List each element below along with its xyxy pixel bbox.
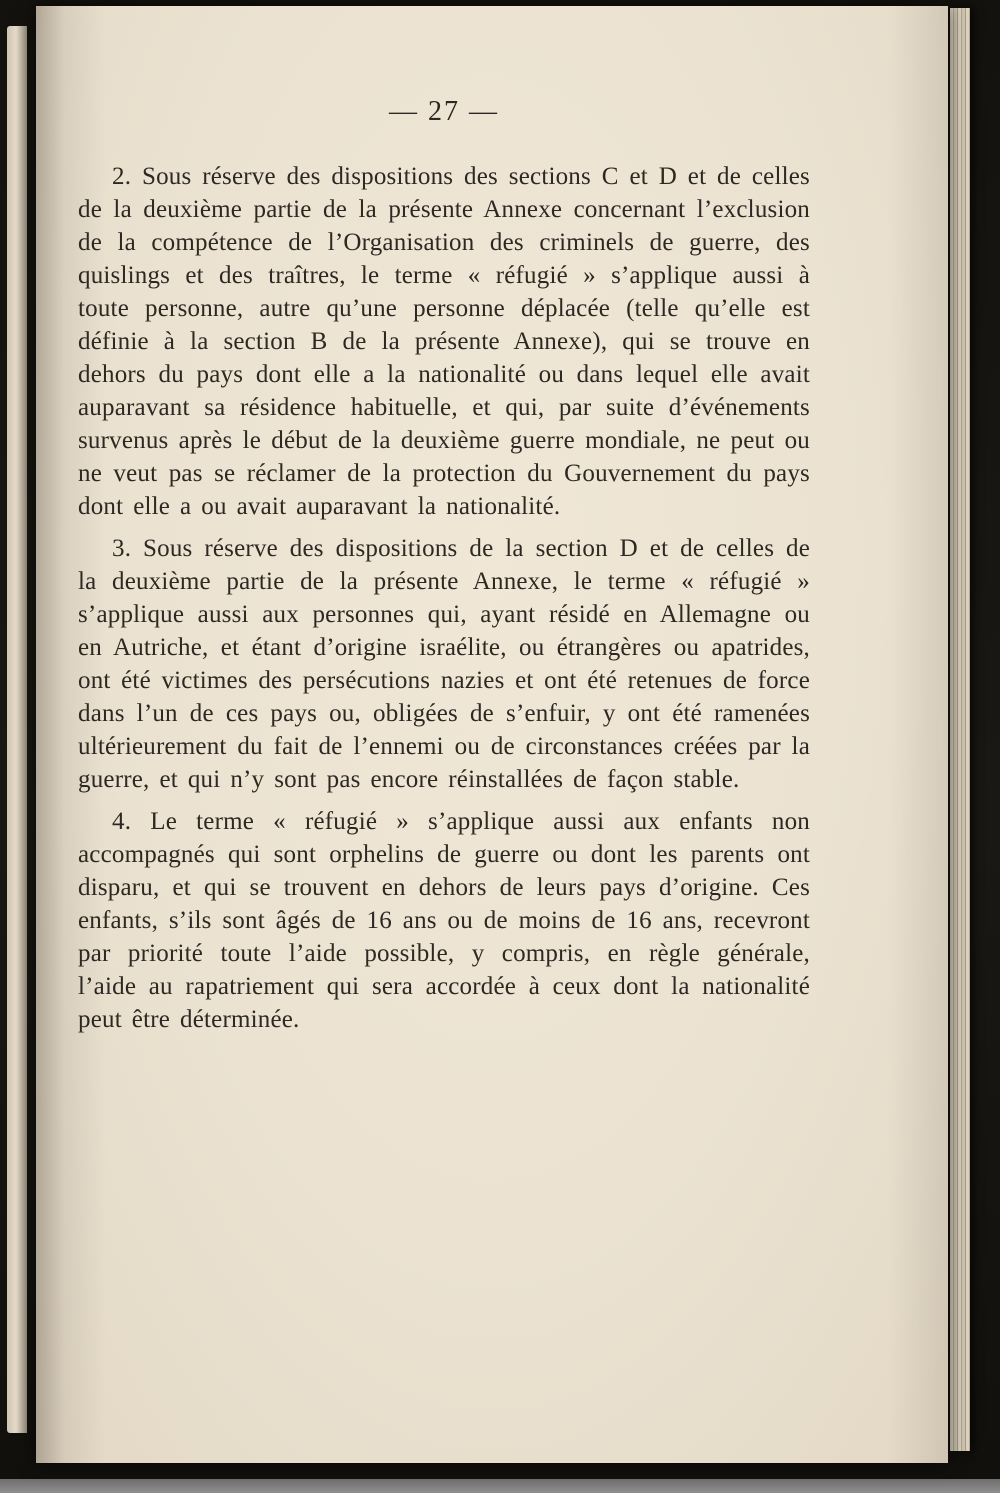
page-number: — 27 — [389, 96, 499, 127]
scan-background-strip [0, 1479, 1000, 1493]
previous-page-edge [7, 26, 27, 1433]
paragraph-4: 4. Le terme « réfugié » s’applique aussi aux enfants non accompagnés qui sont orphelins de guerre ou dont les parents ont disparu, et qui se trouvent en dehors de leurs pays d’origine. Ces enfants, s’ils sont âgés de 16 ans ou de moins de 16 ans, recevront par priorité toute l’aide possible, y compris, en règle générale, l’aide au rapatriement qui sera accordée à ceux dont la nationalité peut être déterminée. [78, 808, 810, 1033]
paragraph-2: 2. Sous réserve des dispositions des sections C et D et de celles de la deuxième partie de la présente Annexe concernant l’exclusion de la compétence de l’Organisation des criminels de guerre, des quislings et des traîtres, le terme « réfugié » s’applique aussi à toute personne, autre qu’une personne déplacée (telle qu’elle est définie à la section B de la présente Annexe), qui se trouve en dehors du pays dont elle a la nationalité ou dans lequel elle avait auparavant sa résidence habituelle, et qui, par suite d’événements survenus après le début de la deuxième guerre mondiale, ne peut ou ne veut pas se réclamer de la protection du Gouvernement du pays dont elle a ou avait auparavant la nationalité. [78, 163, 810, 520]
document-page [36, 6, 948, 1463]
paragraph-3: 3. Sous réserve des dispositions de la section D et de celles de la deuxième partie de la présente Annexe, le terme « réfugié » s’applique aussi aux personnes qui, ayant résidé en Allemagne ou en Autriche, et étant d’origine israélite, ou étrangères ou apatrides, ont été victimes des persécutions nazies et ont été retenues de force dans l’un de ces pays ou, obligées de s’enfuir, y ont été ramenées ultérieurement du fait de l’ennemi ou de circonstances créées par la guerre, et qui n’y sont pas encore réinstallées de façon stable. [78, 535, 810, 793]
page-stack-edge [950, 8, 970, 1451]
text-block [78, 160, 810, 1036]
